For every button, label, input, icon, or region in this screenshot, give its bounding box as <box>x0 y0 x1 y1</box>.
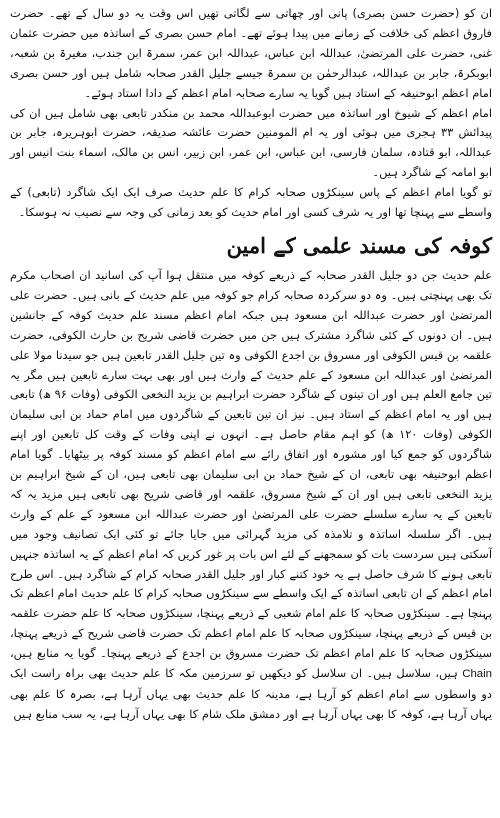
section-heading: کوفہ کی مسند علمی کے امین <box>226 233 492 259</box>
paragraph-muhammad-bin-munkadir: امام اعظم کے شیوخ اور اساتذہ میں حضرت ابوعبداللہ محمد بن منکدر تابعی بھی شامل ہیں ان کی پیدائش ۳۳ ہجری میں ہوئی اور یہ ام المومنین حضرت عائشہ صدیقہ، حضرت ابوہریرہ، جابر بن عبداللہ، ابو قتادہ، سلمان فارسی، ابن عباس، ابن عمر، ابن زبیر، انس بن مالک، اسماء بنت انیس اور ابو امامہ کے شاگرد ہیں۔ <box>10 105 492 180</box>
paragraph-kufa-chair <box>10 266 492 725</box>
paragraph-companions-chain: تو گویا امام اعظم کے پاس سینکڑوں صحابہ کرام کا علم حدیث صرف ایک ایک شاگرد (تابعی) کے واسطے سے پہنچا تھا اور یہ شرف کسی اور امام حدیث کو بعد زمانی کی وجہ سے نصیب نہ ہوسکا۔ <box>10 185 492 220</box>
section-heading-row <box>10 226 492 266</box>
body-text-main: علم حدیث جن دو جلیل القدر صحابہ کے ذریعے کوفہ میں منتقل ہوا آپ کی اسانید ان اصحاب مکرم تک بھی پہنچتی ہیں۔ وہ دو سرکردہ صحابہ کرام جو کوفہ میں علم حدیث کے بانی ہیں۔ حضرت علی المرتضیٰ اور حضرت عبداللہ ابن مسعود ہیں جبکہ امام اعظم مسند علم حدیث کوفہ کے جانشین ہیں۔ ان دونوں کے کئی شاگرد مشترک ہیں جن میں حضرت قاضی شریح بن حارث الکوفی، حضرت علقمہ بن قیس الکوفی اور مسروق بن اجدع الکوفی وہ تین جلیل القدر تابعین ہیں جو سیدنا مولا علی المرتضیٰ اور عبداللہ ابن مسعود کے علم حدیث کے وارث ہیں اور بھی بہت سارے تابعین ہیں مگر یہ تین جامع العلم ہیں اور ان تینوں کے شاگرد حضرت ابراہیم بن یزید النخعی الکوفی (وفات ۹۶ ھ) تابعی ہیں اور یہ امام اعظم کے استاد ہیں۔ نیز ان تین تابعین کے شاگردوں میں امام حماد بن ابی سلیمان الکوفی (وفات ۱۲۰ ھ) کو اہم مقام حاصل ہے۔ انہوں نے اپنی وفات کے وقت کل تابعین اور اپنے شاگردوں کو جمع کیا اور مشورہ اور اتفاق رائے سے امام اعظم کو مسند کوفہ پر بیٹھایا۔ گویا امام اعظم ابوحنیفہ بھی تابعی، ان کے شیخ حماد بن ابی سلیمان بھی تابعی ہیں، ان کے شیخ ابراہیم بن یزید النخعی تابعی ہیں اور ان کے شیخ مسروق، علقمہ اور قاضی شریح بھی تابعی ہیں مزید یہ کہ تابعین کے یہ سارے سلسلے حضرت علی المرتضیٰ اور حضرت عبداللہ ابن مسعود کے علم کے وارث ہیں۔ اگر سلسلہ اساتذہ و تلامذہ کی مزید گہرائی میں جایا جائے تو کئی ایک تصانیف وجود میں آسکتی ہیں سردست بات کو سمجھنے کے لئے اس بات پر غور کریں کہ امام اعظم کے یہ اساتذہ جنہیں تابعی ہونے کا شرف حاصل ہے یہ خود کتنے کبار اور جلیل القدر صحابہ کرام کے شاگرد ہیں۔ اس طرح امام اعظم کے ان تابعی اساتذہ کے ایک واسطے سے سینکڑوں صحابہ کرام کا علم حدیث امام اعظم تک پہنچا ہے۔ سینکڑوں صحابہ کا علم امام شعبی کے ذریعے پہنچا، سینکڑوں صحابہ کا علم حضرت علقمہ بن قیس کے ذریعے پہنچا، سینکڑوں صحابہ کا علم امام اعظم تک حضرت قاضی شریح کے ذریعے پہنچا، سینکڑوں صحابہ کا علم امام اعظم تک حضرت مسروق بن اجدع کے ذریعے پہنچا۔ گویا یہ منابع ہیں، <box>10 267 492 661</box>
latin-word-chain: Chain <box>462 668 492 681</box>
body-text-tail: ہیں، سلاسل ہیں۔ ان سلاسل کو دیکھیں تو سرزمین مکہ کا علم حدیث بھی براہ راست ایک دو واسطوں سے امام اعظم کو آرہا ہے، مدینہ کا علم حدیث بھی یہاں آرہا ہے، بصرہ کا علم بھی یہاں آرہا ہے، کوفہ کا بھی یہاں آرہا ہے اور دمشق ملک شام کا بھی یہاں آرہا ہے، یہ سب منابع ہیں <box>10 666 492 721</box>
paragraph-hasan-basri: ان کو (حضرت حسن بصری) پانی اور چھاتی سے لگاتی تھیں اس وقت یہ دو سال کے تھے۔ حضرت فاروق اعظم کی خلافت کے زمانے میں پیدا ہوئے تھے۔ امام حسن بصری کے اساتذہ میں حضرت عثمان غنی، حضرت علی المرتضیٰ، عبداللہ ابن عباس، عبداللہ ابن عمر، سمرۃ ابن جندب، مغیرۃ بن شعبہ، ابوبکرۃ، جابر بن عبداللہ، عبدالرحمٰن بن سمرۃ جیسے جلیل القدر صحابہ شامل ہیں اور حسن بصری امام اعظم ابوحنیفہ کے استاد ہیں گویا یہ سارے صحابہ امام اعظم کے دادا استاد ہوئے۔ <box>10 6 492 100</box>
